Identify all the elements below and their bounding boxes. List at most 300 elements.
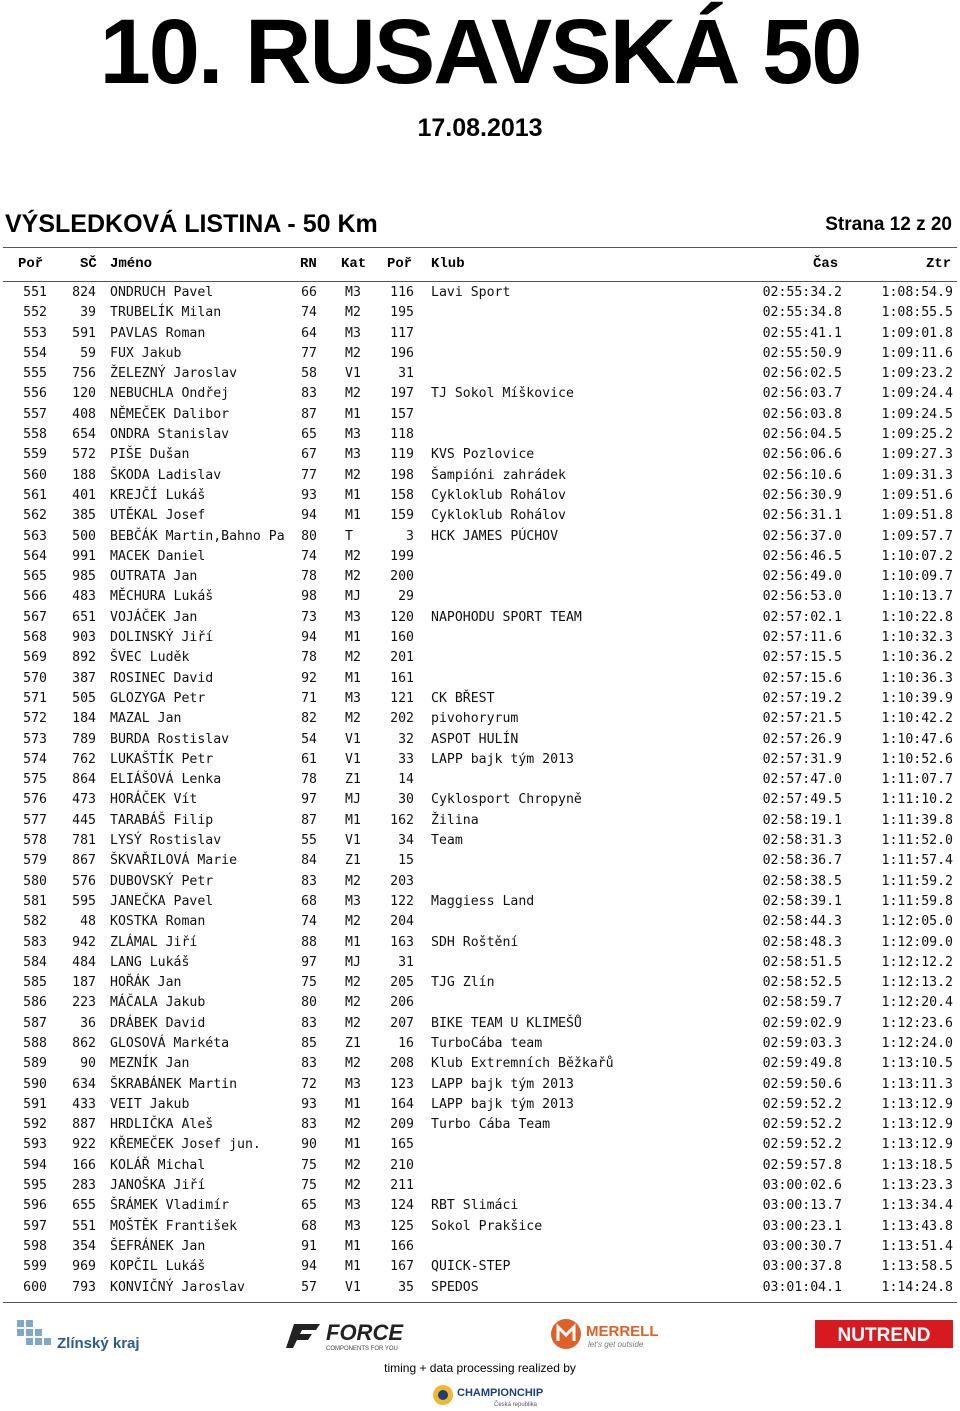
cell-name: ONDRUCH Pavel [110,285,214,300]
cell-kat: MJ [345,589,361,605]
col-ztr: Ztr [926,256,952,272]
cell-rn: 73 [301,609,317,625]
cell-por: 595 [23,1178,47,1194]
cell-ztr: 1:14:24.8 [881,1279,953,1295]
cell-por: 581 [23,893,47,909]
cell-rn: 83 [301,1015,317,1031]
cell-name: KOPČIL Lukáš [110,1259,206,1275]
cell-kat: M1 [345,934,361,950]
cell-por2: 117 [390,325,414,341]
cell-ztr: 1:13:58.5 [881,1259,953,1275]
table-row [0,1096,960,1116]
championchip-logo [432,1381,544,1409]
cell-name: KREJČÍ Lukáš [110,487,206,503]
cell-por: 574 [23,751,47,767]
cell-cas: 02:59:57.8 [762,1157,842,1173]
cell-kat: V1 [345,751,361,767]
cell-cas: 02:57:15.6 [762,670,842,686]
cell-name: ŠVEC Luděk [110,650,190,666]
table-row [0,731,960,751]
cell-sc: 942 [72,934,96,950]
cell-rn: 71 [301,690,317,706]
nutrend-logo [815,1320,953,1348]
header-bottom-rule [3,281,957,282]
cell-sc: 120 [72,386,96,402]
cell-kat: V1 [345,366,361,382]
cell-name: MOŠTĚK František [110,1218,238,1234]
cell-name: MACEK Daniel [110,548,206,564]
merrell-tagline: let's get outside [588,1340,644,1349]
cell-sc: 862 [72,1035,96,1051]
cell-por2: 208 [390,1056,414,1072]
table-row [0,974,960,994]
cell-rn: 61 [301,751,317,767]
cell-ztr: 1:10:07.2 [881,548,953,564]
cell-por2: 157 [390,406,414,422]
cell-ztr: 1:09:57.7 [881,528,953,544]
cell-kat: M2 [345,711,361,727]
table-row [0,507,960,527]
cell-por: 554 [23,345,47,361]
table-row [0,345,960,365]
cell-por2: 203 [390,873,414,889]
table-row [0,629,960,649]
cell-cas: 02:56:02.5 [762,366,842,382]
table-row [0,588,960,608]
cell-name: GLOZYGA Petr [110,690,206,706]
table-row [0,852,960,872]
cell-rn: 78 [301,569,317,585]
cell-ztr: 1:10:47.6 [881,731,953,747]
nutrend-text: NUTREND [837,1325,931,1346]
cell-por2: 158 [390,487,414,503]
cell-sc: 283 [72,1178,96,1194]
cell-sc: 576 [72,873,96,889]
cell-sc: 887 [72,1117,96,1133]
cell-ztr: 1:10:36.2 [881,650,953,666]
cell-ztr: 1:13:10.5 [881,1056,953,1072]
cell-por2: 199 [390,548,414,564]
table-row [0,954,960,974]
cell-kat: M3 [345,690,361,706]
cell-sc: 166 [72,1157,96,1173]
cell-name: ZLÁMAL Jiří [110,934,198,950]
table-row [0,791,960,811]
cell-rn: 74 [301,914,317,930]
zlinsky-kraj-text: Zlínský kraj [57,1335,140,1352]
cell-name: DOLINSKÝ Jiří [110,630,214,646]
cell-cas: 02:58:48.3 [762,934,842,950]
cell-name: MAZAL Jan [110,711,182,727]
cell-ztr: 1:09:24.5 [881,406,953,422]
cell-name: KONVIČNÝ Jaroslav [110,1279,245,1295]
cell-sc: 551 [72,1218,96,1234]
cell-por2: 210 [390,1157,414,1173]
force-text: FORCE [326,1320,403,1345]
table-row [0,1157,960,1177]
table-row [0,670,960,690]
cell-sc: 39 [80,305,96,321]
cell-name: OUTRATA Jan [110,569,198,585]
cell-rn: 75 [301,975,317,991]
cell-rn: 75 [301,1178,317,1194]
championchip-subtext: Česká republika [494,1402,538,1408]
cell-cas: 02:57:19.2 [762,690,842,706]
cell-name: ŠKRABÁNEK Martin [110,1076,238,1092]
cell-rn: 97 [301,792,317,808]
cell-cas: 02:56:37.0 [762,528,842,544]
cell-klub: SDH Roštění [431,934,519,950]
cell-por: 564 [23,548,47,564]
cell-kat: M1 [345,508,361,524]
table-row [0,325,960,345]
event-title: 10. RUSAVSKÁ 50 [99,1,861,103]
cell-ztr: 1:10:52.6 [881,751,953,767]
cell-por: 590 [23,1076,47,1092]
cell-klub: Lavi Sport [431,285,511,300]
cell-por: 596 [23,1198,47,1214]
cell-sc: 387 [72,670,96,686]
cell-klub: Turbo Cába Team [431,1117,551,1133]
cell-rn: 82 [301,711,317,727]
cell-ztr: 1:13:51.4 [881,1238,953,1254]
cell-por2: 15 [398,853,414,869]
cell-cas: 02:59:49.8 [762,1056,842,1072]
cell-name: ROSINEC David [110,670,214,686]
cell-cas: 02:58:36.7 [762,853,842,869]
col-klub: Klub [431,256,465,272]
cell-sc: 991 [72,548,96,564]
cell-sc: 922 [72,1137,96,1153]
cell-por2: 35 [398,1279,414,1295]
cell-cas: 03:00:37.8 [762,1259,842,1275]
table-row [0,426,960,446]
cell-sc: 500 [72,528,96,544]
cell-por2: 197 [390,386,414,402]
cell-por2: 116 [390,285,414,300]
cell-por: 577 [23,812,47,828]
cell-por: 563 [23,528,47,544]
cell-por: 558 [23,427,47,443]
cell-klub: Šampióni zahrádek [431,467,566,483]
cell-rn: 93 [301,487,317,503]
cell-klub: LAPP bajk tým 2013 [431,1076,574,1092]
cell-kat: M2 [345,975,361,991]
col-kat: Kat [341,256,367,272]
cell-por: 594 [23,1157,47,1173]
cell-por2: 30 [398,792,414,808]
cell-cas: 02:55:41.1 [762,325,842,341]
cell-por2: 33 [398,751,414,767]
cell-name: HOŘÁK Jan [110,975,182,991]
header-top-rule [3,247,957,248]
cell-kat: M2 [345,467,361,483]
cell-cas: 02:58:44.3 [762,914,842,930]
cell-por2: 120 [390,609,414,625]
cell-ztr: 1:11:57.4 [881,853,953,869]
col-sc: SČ [80,256,97,272]
cell-kat: V1 [345,1279,361,1295]
cell-name: ŠKVAŘILOVÁ Marie [110,853,238,869]
cell-cas: 03:00:30.7 [762,1238,842,1254]
cell-por: 561 [23,487,47,503]
cell-por2: 122 [390,893,414,909]
table-row [0,1218,960,1238]
cell-ztr: 1:12:09.0 [881,934,953,950]
cell-ztr: 1:10:32.3 [881,630,953,646]
cell-por: 586 [23,995,47,1011]
cell-por: 597 [23,1218,47,1234]
cell-cas: 02:57:15.5 [762,650,842,666]
cell-por2: 3 [406,528,414,544]
cell-cas: 02:58:31.3 [762,833,842,849]
cell-ztr: 1:12:05.0 [881,914,953,930]
cell-name: PIŠE Dušan [110,447,190,463]
cell-sc: 433 [72,1096,96,1112]
cell-klub: TJ Sokol Míškovice [431,386,574,402]
table-row [0,385,960,405]
table-row [0,528,960,548]
cell-cas: 02:57:49.5 [762,792,842,808]
cell-name: MĚCHURA Lukáš [110,589,214,605]
cell-por2: 125 [390,1218,414,1234]
cell-rn: 65 [301,1198,317,1214]
cell-ztr: 1:09:25.2 [881,427,953,443]
cell-por2: 205 [390,975,414,991]
cell-rn: 80 [301,528,317,544]
cell-por2: 123 [390,1076,414,1092]
cell-por: 587 [23,1015,47,1031]
table-row [0,994,960,1014]
cell-name: NĚMEČEK Dalibor [110,406,230,422]
cell-kat: Z1 [345,1035,361,1051]
cell-por: 599 [23,1259,47,1275]
cell-cas: 02:56:06.6 [762,447,842,463]
cell-cas: 02:59:03.3 [762,1035,842,1051]
table-row [0,710,960,730]
table-row [0,649,960,669]
cell-kat: M2 [345,305,361,321]
table-end-rule [3,1302,957,1303]
cell-kat: M2 [345,914,361,930]
cell-por: 553 [23,325,47,341]
cell-kat: M2 [345,345,361,361]
cell-ztr: 1:13:12.9 [881,1137,953,1153]
cell-cas: 03:00:23.1 [762,1218,842,1234]
table-row [0,1197,960,1217]
cell-por: 551 [23,285,47,300]
cell-cas: 02:55:34.8 [762,305,842,321]
cell-sc: 864 [72,772,96,788]
cell-por: 569 [23,650,47,666]
table-row [0,487,960,507]
cell-cas: 02:57:26.9 [762,731,842,747]
cell-klub: LAPP bajk tým 2013 [431,751,574,767]
table-row [0,1177,960,1197]
cell-name: ŠKODA Ladislav [110,467,222,483]
cell-por: 576 [23,792,47,808]
cell-kat: M1 [345,487,361,503]
cell-sc: 634 [72,1076,96,1092]
cell-kat: M3 [345,285,361,300]
cell-sc: 48 [80,914,96,930]
cell-sc: 184 [72,711,96,727]
cell-por2: 121 [390,690,414,706]
sponsor-footer [0,1306,960,1411]
cell-por2: 162 [390,812,414,828]
cell-rn: 94 [301,630,317,646]
col-por: Poř [18,256,44,272]
cell-rn: 80 [301,995,317,1011]
cell-name: PAVLAS Roman [110,325,206,341]
cell-por: 579 [23,853,47,869]
cell-rn: 75 [301,1157,317,1173]
cell-ztr: 1:12:20.4 [881,995,953,1011]
cell-ztr: 1:10:39.9 [881,690,953,706]
cell-rn: 66 [301,285,317,300]
cell-por2: 31 [398,366,414,382]
cell-kat: M2 [345,650,361,666]
cell-cas: 03:00:02.6 [762,1178,842,1194]
cell-por: 591 [23,1096,47,1112]
cell-por2: 195 [390,305,414,321]
cell-por: 583 [23,934,47,950]
cell-ztr: 1:13:43.8 [881,1218,953,1234]
cell-name: ŠEFRÁNEK Jan [110,1238,206,1254]
cell-sc: 762 [72,751,96,767]
table-row [0,284,960,304]
cell-cas: 02:56:03.8 [762,406,842,422]
cell-rn: 93 [301,1096,317,1112]
cell-por2: 164 [390,1096,414,1112]
cell-kat: MJ [345,954,361,970]
table-row [0,873,960,893]
cell-por2: 159 [390,508,414,524]
cell-kat: Z1 [345,772,361,788]
force-logo [290,1318,440,1354]
cell-por: 571 [23,690,47,706]
cell-rn: 94 [301,508,317,524]
cell-rn: 97 [301,954,317,970]
cell-rn: 85 [301,1035,317,1051]
cell-por2: 163 [390,934,414,950]
cell-rn: 77 [301,345,317,361]
cell-sc: 483 [72,589,96,605]
cell-sc: 789 [72,731,96,747]
cell-sc: 188 [72,467,96,483]
cell-name: LANG Lukáš [110,954,190,970]
cell-por2: 119 [390,447,414,463]
cell-por2: 160 [390,630,414,646]
cell-sc: 781 [72,833,96,849]
cell-por: 566 [23,589,47,605]
cell-rn: 78 [301,772,317,788]
table-row [0,1015,960,1035]
cell-rn: 54 [301,731,317,747]
cell-por: 562 [23,508,47,524]
cell-cas: 02:56:04.5 [762,427,842,443]
cell-klub: Sokol Prakšice [431,1218,543,1234]
cell-cas: 02:59:52.2 [762,1137,842,1153]
cell-klub: Cykloklub Rohálov [431,487,566,503]
cell-por2: 118 [390,427,414,443]
cell-kat: M2 [345,569,361,585]
cell-name: VOJÁČEK Jan [110,609,198,625]
cell-cas: 02:57:21.5 [762,711,842,727]
cell-rn: 64 [301,325,317,341]
cell-por2: 206 [390,995,414,1011]
cell-ztr: 1:09:51.6 [881,487,953,503]
cell-ztr: 1:11:10.2 [881,792,953,808]
cell-cas: 02:58:39.1 [762,893,842,909]
cell-sc: 655 [72,1198,96,1214]
cell-por: 588 [23,1035,47,1051]
cell-sc: 473 [72,792,96,808]
cell-rn: 68 [301,893,317,909]
cell-kat: M1 [345,1238,361,1254]
cell-ztr: 1:09:24.4 [881,386,953,402]
cell-ztr: 1:10:22.8 [881,609,953,625]
cell-por2: 14 [398,772,414,788]
cell-name: MÁČALA Jakub [110,995,206,1011]
cell-name: GLOSOVÁ Markéta [110,1035,230,1051]
cell-cas: 02:59:52.2 [762,1117,842,1133]
cell-por: 573 [23,731,47,747]
cell-por2: 167 [390,1259,414,1275]
cell-kat: M1 [345,630,361,646]
cell-cas: 02:59:50.6 [762,1076,842,1092]
cell-sc: 892 [72,650,96,666]
table-row [0,913,960,933]
cell-sc: 354 [72,1238,96,1254]
table-row [0,771,960,791]
cell-ztr: 1:13:11.3 [881,1076,953,1092]
cell-klub: SPEDOS [431,1279,479,1295]
cell-por2: 198 [390,467,414,483]
cell-cas: 02:57:47.0 [762,772,842,788]
table-row [0,1238,960,1258]
table-row [0,1035,960,1055]
cell-rn: 57 [301,1279,317,1295]
cell-name: ŽELEZNÝ Jaroslav [110,366,238,382]
cell-cas: 02:56:30.9 [762,487,842,503]
cell-name: KOLÁŘ Michal [110,1157,206,1173]
cell-cas: 02:56:03.7 [762,386,842,402]
cell-ztr: 1:12:13.2 [881,975,953,991]
cell-name: KOSTKA Roman [110,914,206,930]
cell-rn: 87 [301,406,317,422]
cell-sc: 385 [72,508,96,524]
cell-ztr: 1:13:12.9 [881,1117,953,1133]
force-tagline: COMPONENTS FOR YOU [326,1346,398,1352]
cell-rn: 98 [301,589,317,605]
cell-cas: 02:58:52.5 [762,975,842,991]
cell-sc: 187 [72,975,96,991]
cell-ztr: 1:09:23.2 [881,366,953,382]
cell-ztr: 1:11:39.8 [881,812,953,828]
zlinsky-kraj-logo [15,1318,145,1354]
cell-sc: 651 [72,609,96,625]
cell-sc: 36 [80,1015,96,1031]
table-row [0,406,960,426]
cell-ztr: 1:09:31.3 [881,467,953,483]
cell-rn: 88 [301,934,317,950]
cell-kat: M1 [345,1137,361,1153]
cell-por: 570 [23,670,47,686]
cell-ztr: 1:10:42.2 [881,711,953,727]
cell-por2: 207 [390,1015,414,1031]
cell-cas: 02:56:49.0 [762,569,842,585]
